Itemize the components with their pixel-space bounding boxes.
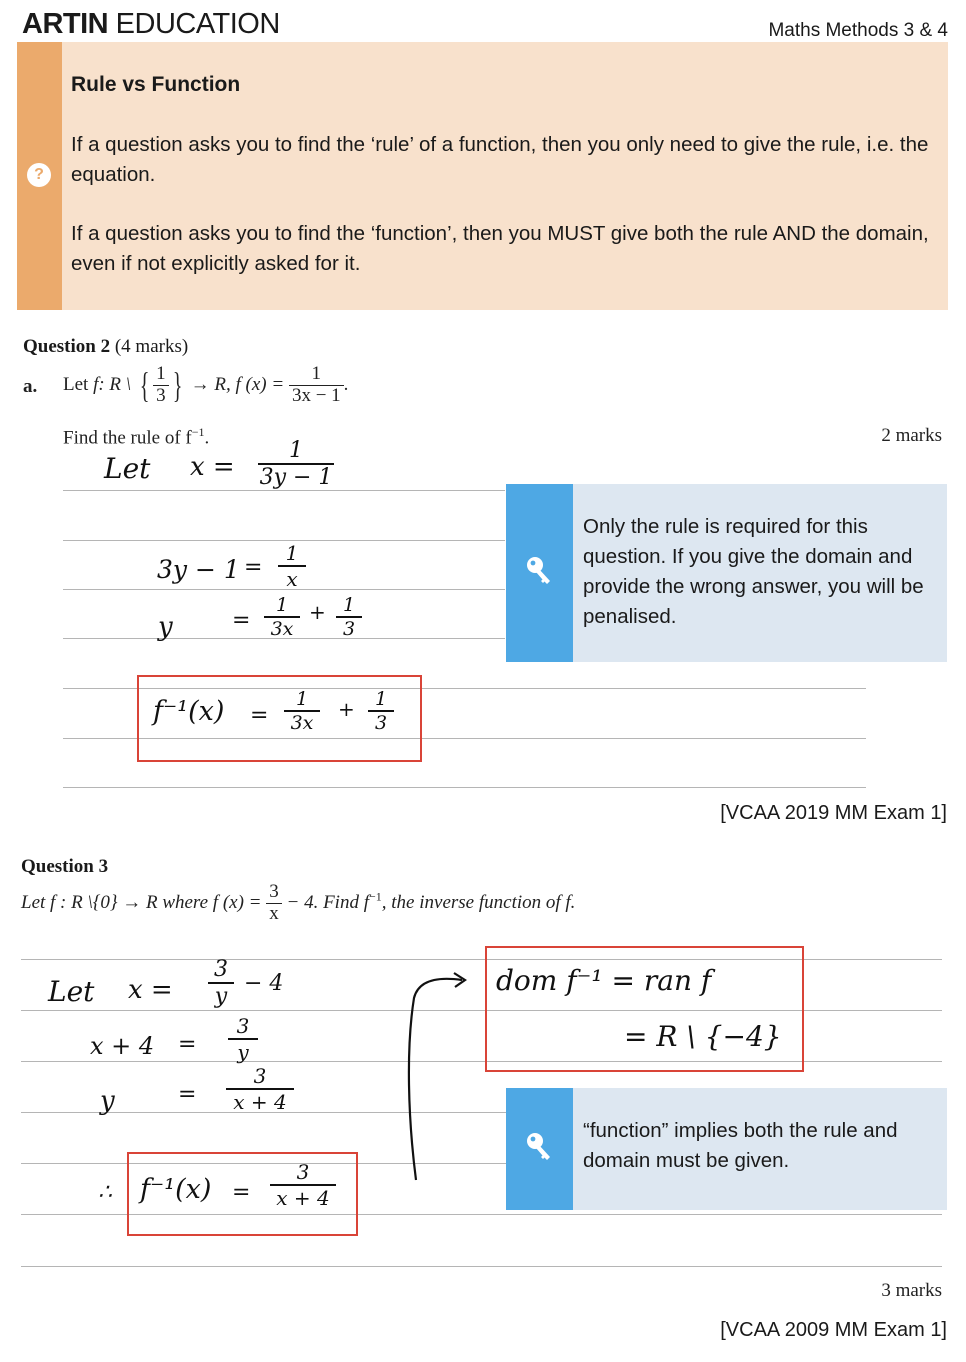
hw-q3-line2-frac: 3 y (228, 1014, 258, 1064)
hw-q3-line3-eq: = (178, 1082, 197, 1107)
tip-paragraph-function: If a question asks you to find the ‘function’, then you MUST give both the rule AND the domain, even if not explicitly asked for it. (71, 222, 929, 275)
hw-line3-lhs: y (158, 612, 173, 642)
curved-arrow-icon (404, 968, 476, 1186)
hw-line3-plus: + (309, 600, 326, 624)
tip-paragraph-rule: If a question asks you to find the ‘rule’ of a function, then you only need to give the rule, i.e. the equation. (71, 133, 929, 186)
answer-line (63, 490, 505, 491)
q2-task: Find the rule of $f^{-1}$. (63, 425, 210, 449)
hw-q3-line1-lhs: x = (128, 975, 173, 1005)
key-icon (524, 554, 556, 588)
hw-let: Let (104, 452, 151, 485)
answer-line (63, 787, 866, 788)
key-icon (524, 1130, 556, 1164)
hw-answer-plus: + (338, 697, 355, 721)
q3-heading: Question 3 (21, 856, 109, 877)
q2-statement: Let f: R \ { $\frac{1}{3}$ } → R, f (x) = $\frac{1}{3x - 1}$ . (63, 363, 349, 406)
hw-q3-answer-frac: 3 x + 4 (270, 1160, 336, 1210)
hw-q3-domain-line2: = R \ {−4} (624, 1020, 782, 1053)
q2-part-label: a. (23, 376, 38, 397)
hw-q3-line2-eq: = (178, 1032, 197, 1057)
hw-line1-frac: 1 3y − 1 (259, 438, 333, 490)
answer-line (21, 1266, 942, 1267)
q2-note-text: Only the rule is required for this question. If you give the domain and provide the wrong answer, you will be penalised. (583, 515, 924, 628)
hw-line3-frac2: 1 3 (336, 594, 362, 640)
hw-q3-answer-lhs: f⁻¹(x) (140, 1174, 212, 1205)
hw-line2-lhs: 3y − 1 (157, 555, 240, 584)
hw-q3-domain-line1: dom f⁻¹ = ran f (496, 964, 712, 997)
hw-q3-let: Let (48, 975, 95, 1008)
hw-answer-frac1: 1 3x (284, 688, 320, 734)
hw-q3-answer-eq: = (232, 1180, 251, 1205)
hw-line2-frac: 1 x (278, 541, 306, 591)
hw-line3-eq: = (232, 608, 251, 633)
hw-answer-eq: = (250, 703, 269, 728)
hw-q3-line1-rest: − 4 (244, 971, 284, 996)
hw-answer-frac2: 1 3 (368, 688, 394, 734)
hw-line2-eq: = (244, 555, 263, 580)
hw-q3-line2-lhs: x + 4 (90, 1032, 155, 1060)
brand-logo (22, 8, 280, 41)
brand-rest: EDUCATION (115, 8, 280, 40)
hw-line1-lhs: x = (190, 452, 235, 482)
hw-line3-frac1: 1 3x (264, 594, 300, 640)
q2-heading: Question 2 (4 marks) (23, 336, 189, 357)
q3-statement: Let f : R \{0} → R where f (x) = $\frac{3}{x}$ − 4. Find $f^{-1}$, the inverse function of f. (21, 881, 576, 924)
course-title: Maths Methods 3 & 4 (768, 20, 948, 41)
q3-source: [VCAA 2009 MM Exam 1] (720, 1319, 947, 1341)
q3-note-text: “function” implies both the rule and domain must be given. (583, 1119, 898, 1172)
hw-q3-line3-lhs: y (100, 1086, 115, 1116)
brand-bold: ARTIN (22, 8, 109, 40)
hw-q3-line3-frac: 3 x + 4 (226, 1064, 294, 1114)
question-icon: ? (27, 163, 51, 187)
hw-answer-lhs: f⁻¹(x) (153, 696, 225, 727)
tip-title: Rule vs Function (71, 73, 241, 96)
hw-q3-line1-frac: 3 y (208, 957, 234, 1009)
hw-q3-therefore: ∴ (98, 1180, 112, 1205)
q2-marks: 2 marks (881, 425, 942, 446)
q2-source: [VCAA 2019 MM Exam 1] (720, 802, 947, 824)
q3-marks: 3 marks (881, 1280, 942, 1301)
